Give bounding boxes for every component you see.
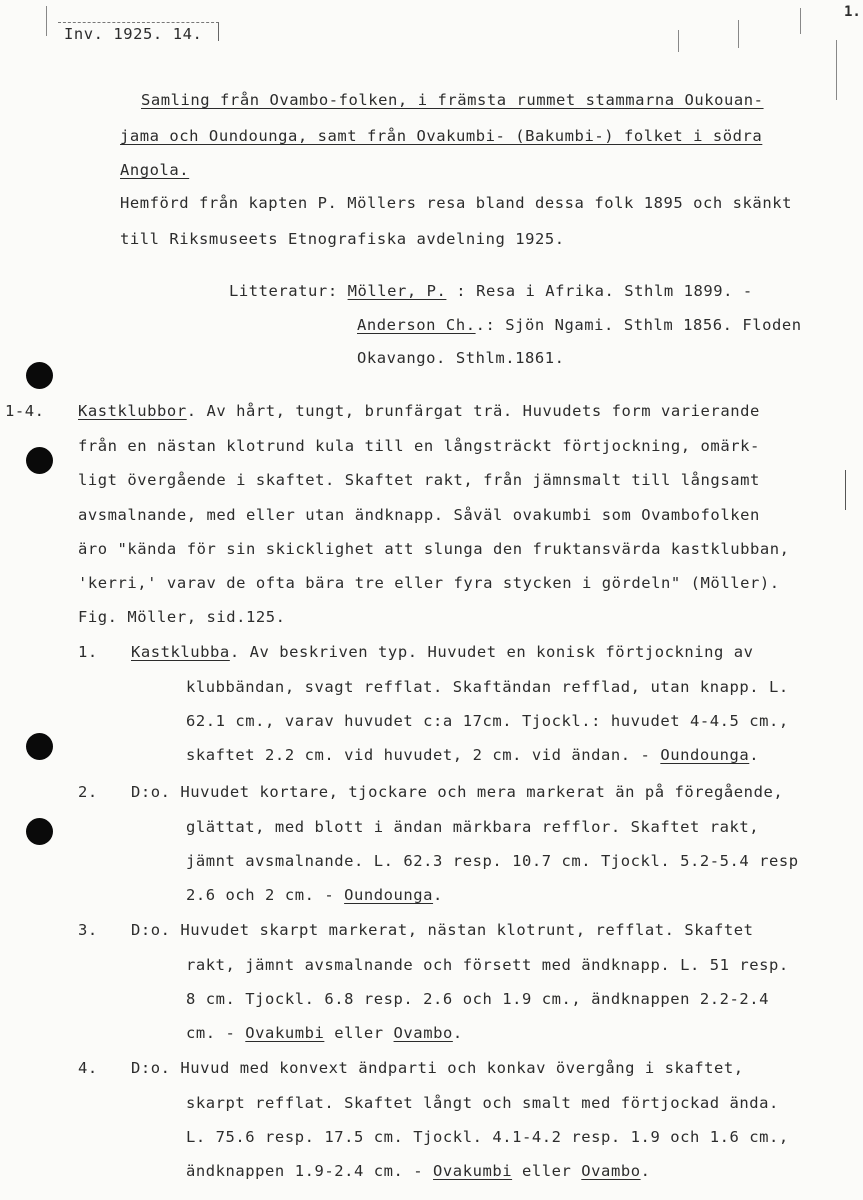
item-origin: Ovakumbi [433,1162,513,1180]
literature-text-1: : Resa i Afrika. Sthlm 1899. - [446,282,753,300]
item-line: rakt, jämnt avsmalnande och försett med ändknapp. L. 51 resp. [186,956,789,974]
section-line-2: från en nästan klotrund kula till en långsträckt förtjockning, omärk- [78,437,760,455]
section-line-3: ligt övergående i skaftet. Skaftet rakt, från jämnsmalt till långsamt [78,471,760,489]
scan-mark [738,20,739,48]
literature-author-2: Anderson Ch. [357,316,476,334]
section-line-5: äro "kända för sin skicklighet att slunga den fruktansvärda kastklubban, [78,540,790,558]
literature-ref-2-cont: Okavango. Sthlm.1861. [357,349,565,367]
intro-line-1: Hemförd från kapten P. Möllers resa bland dessa folk 1895 och skänkt [120,194,792,212]
item-number: 1. [78,643,98,661]
scan-mark [46,6,47,36]
section-line-6: 'kerri,' varav de ofta bära tre eller fyra stycken i gördeln" (Möller). [78,574,780,592]
item-line: skarpt refflat. Skaftet långt och smalt med förtjockad ända. [186,1094,779,1112]
title-line-2: jama och Oundounga, samt från Ovakumbi- (Bakumbi-) folket i södra [120,127,763,145]
punch-hole [26,818,53,845]
punch-hole [26,733,53,760]
title-line-3: Angola. [120,161,190,179]
item-origin: Ovambo [581,1162,641,1180]
item-line: glättat, med blott i ändan märkbara refflor. Skaftet rakt, [186,818,760,836]
item-title: D:o [131,783,161,801]
scan-mark [800,8,801,34]
item-title: Kastklubba [131,643,230,661]
item-line: 62.1 cm., varav huvudet c:a 17cm. Tjockl.: huvudet 4-4.5 cm., [186,712,789,730]
item-line: 8 cm. Tjockl. 6.8 resp. 2.6 och 1.9 cm., ändknappen 2.2-2.4 [186,990,770,1008]
section-title: Kastklubbor [78,402,187,420]
inventory-number: Inv. 1925. 14. [64,25,203,43]
item-number: 4. [78,1059,98,1077]
item-line-1: D:o. Huvudet skarpt markerat, nästan klotrunt, refflat. Skaftet [131,921,754,939]
item-origin: Ovambo [393,1024,453,1042]
literature-ref-1 [229,281,753,301]
item-origin: Oundounga [344,886,434,904]
literature-label: Litteratur: [229,282,338,300]
item-title: D:o [131,921,161,939]
item-number: 3. [78,921,98,939]
literature-ref-2 [357,315,802,335]
item-title: D:o [131,1059,161,1077]
item-origin: Ovakumbi [245,1024,325,1042]
section-line-1: Kastklubbor. Av hårt, tungt, brunfärgat trä. Huvudets form varierande [78,402,760,420]
page-number: 1. [844,4,861,20]
item-last-line: cm. - Ovakumbi eller Ovambo. [186,1024,463,1042]
title-line-1: Samling från Ovambo-folken, i främsta rummet stammarna Oukouan- [141,91,764,109]
literature-text-2: .: Sjön Ngami. Sthlm 1856. Floden [475,316,802,334]
section-range: 1-4. [5,402,45,420]
punch-hole [26,447,53,474]
punch-hole [26,362,53,389]
intro-line-2: till Riksmuseets Etnografiska avdelning 1925. [120,230,565,248]
item-origin: Oundounga [660,746,750,764]
item-last-line: ändknappen 1.9-2.4 cm. - Ovakumbi eller Ovambo. [186,1162,651,1180]
literature-author-1: Möller, P. [347,282,447,300]
item-line-1: Kastklubba. Av beskriven typ. Huvudet en konisk förtjockning av [131,643,754,661]
item-line: L. 75.6 resp. 17.5 cm. Tjockl. 4.1-4.2 resp. 1.9 och 1.6 cm., [186,1128,789,1146]
scan-mark [678,30,679,52]
item-last-line: skaftet 2.2 cm. vid huvudet, 2 cm. vid ändan. - Oundounga. [186,746,760,764]
scan-mark [845,470,846,510]
item-number: 2. [78,783,98,801]
section-line-4: avsmalnande, med eller utan ändknapp. Såväl ovakumbi som Ovambofolken [78,506,760,524]
item-line-1: D:o. Huvudet kortare, tjockare och mera markerat än på föregående, [131,783,784,801]
item-line: jämnt avsmalnande. L. 62.3 resp. 10.7 cm. Tjockl. 5.2-5.4 resp [186,852,799,870]
scan-mark [836,40,837,100]
section-line-7: Fig. Möller, sid.125. [78,608,286,626]
item-line-1: D:o. Huvud med konvext ändparti och konkav övergång i skaftet, [131,1059,744,1077]
item-line: klubbändan, svagt refflat. Skaftändan refflad, utan knapp. L. [186,678,789,696]
item-last-line: 2.6 och 2 cm. - Oundounga. [186,886,443,904]
